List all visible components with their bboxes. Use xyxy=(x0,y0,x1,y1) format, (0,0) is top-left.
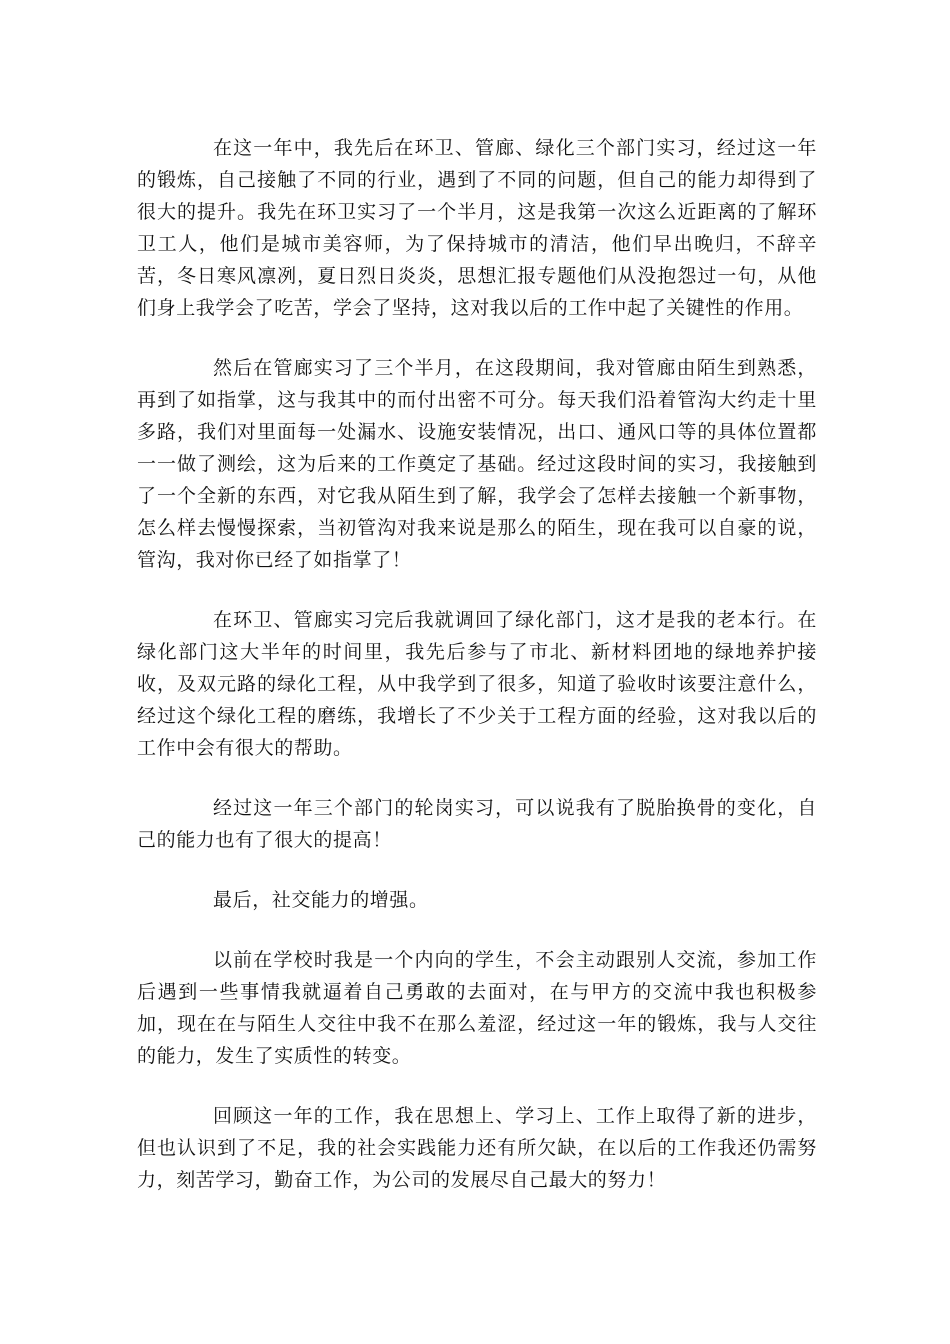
paragraph-greening: 在环卫、管廊实习完后我就调回了绿化部门，这才是我的老本行。在绿化部门这大半年的时间里，我先后参与了市北、新材料团地的绿地养护接收，及双元路的绿化工程，从中我学到了很多，知道了验收时该要注意什么，经过这个绿化工程的磨练，我增长了不少关于工程方面的经验，这对我以后的工作中会有很大的帮助。 xyxy=(137,609,817,759)
paragraph-social-heading: 最后，社交能力的增强。 xyxy=(213,889,429,911)
document-body xyxy=(137,132,817,1224)
paragraph-pipe-gallery: 然后在管廊实习了三个半月，在这段期间，我对管廊由陌生到熟悉，再到了如指掌，这与我其中的而付出密不可分。每天我们沿着管沟大约走十里多路，我们对里面每一处漏水、设施安装情况，出口、通风口等的具体位置都一一做了测绘，这为后来的工作奠定了基础。经过这段时间的实习，我接触到了一个全新的东西，对它我从陌生到了解，我学会了怎样去接触一个新事物，怎么样去慢慢探索，当初管沟对我来说是那么的陌生，现在我可以自豪的说，管沟，我对你已经了如指掌了！ xyxy=(137,357,817,571)
paragraph-internship-overview: 在这一年中，我先后在环卫、管廊、绿化三个部门实习，经过这一年的锻炼，自己接触了不同的行业，遇到了不同的问题，但自己的能力却得到了很大的提升。我先在环卫实习了一个半月，这是我第一次这么近距离的了解环卫工人，他们是城市美容师，为了保持城市的清洁，他们早出晚归，不辞辛苦，冬日寒风凛冽，夏日烈日炎炎，思想汇报专题他们从没抱怨过一句，从他们身上我学会了吃苦，学会了坚持，这对我以后的工作中起了关键性的作用。 xyxy=(137,137,817,319)
paragraph-social-skills: 以前在学校时我是一个内向的学生，不会主动跟别人交流，参加工作后遇到一些事情我就逼着自己勇敢的去面对，在与甲方的交流中我也积极参加，现在在与陌生人交往中我不在那么羞涩，经过这一年的锻炼，我与人交往的能力，发生了实质性的转变。 xyxy=(137,949,817,1067)
paragraph-rotation-summary: 经过这一年三个部门的轮岗实习，可以说我有了脱胎换骨的变化，自己的能力也有了很大的提高！ xyxy=(137,797,817,851)
paragraph-conclusion: 回顾这一年的工作，我在思想上、学习上、工作上取得了新的进步，但也认识到了不足，我的社会实践能力还有所欠缺，在以后的工作我还仍需努力，刻苦学习，勤奋工作，为公司的发展尽自己最大的努力！ xyxy=(137,1105,817,1191)
